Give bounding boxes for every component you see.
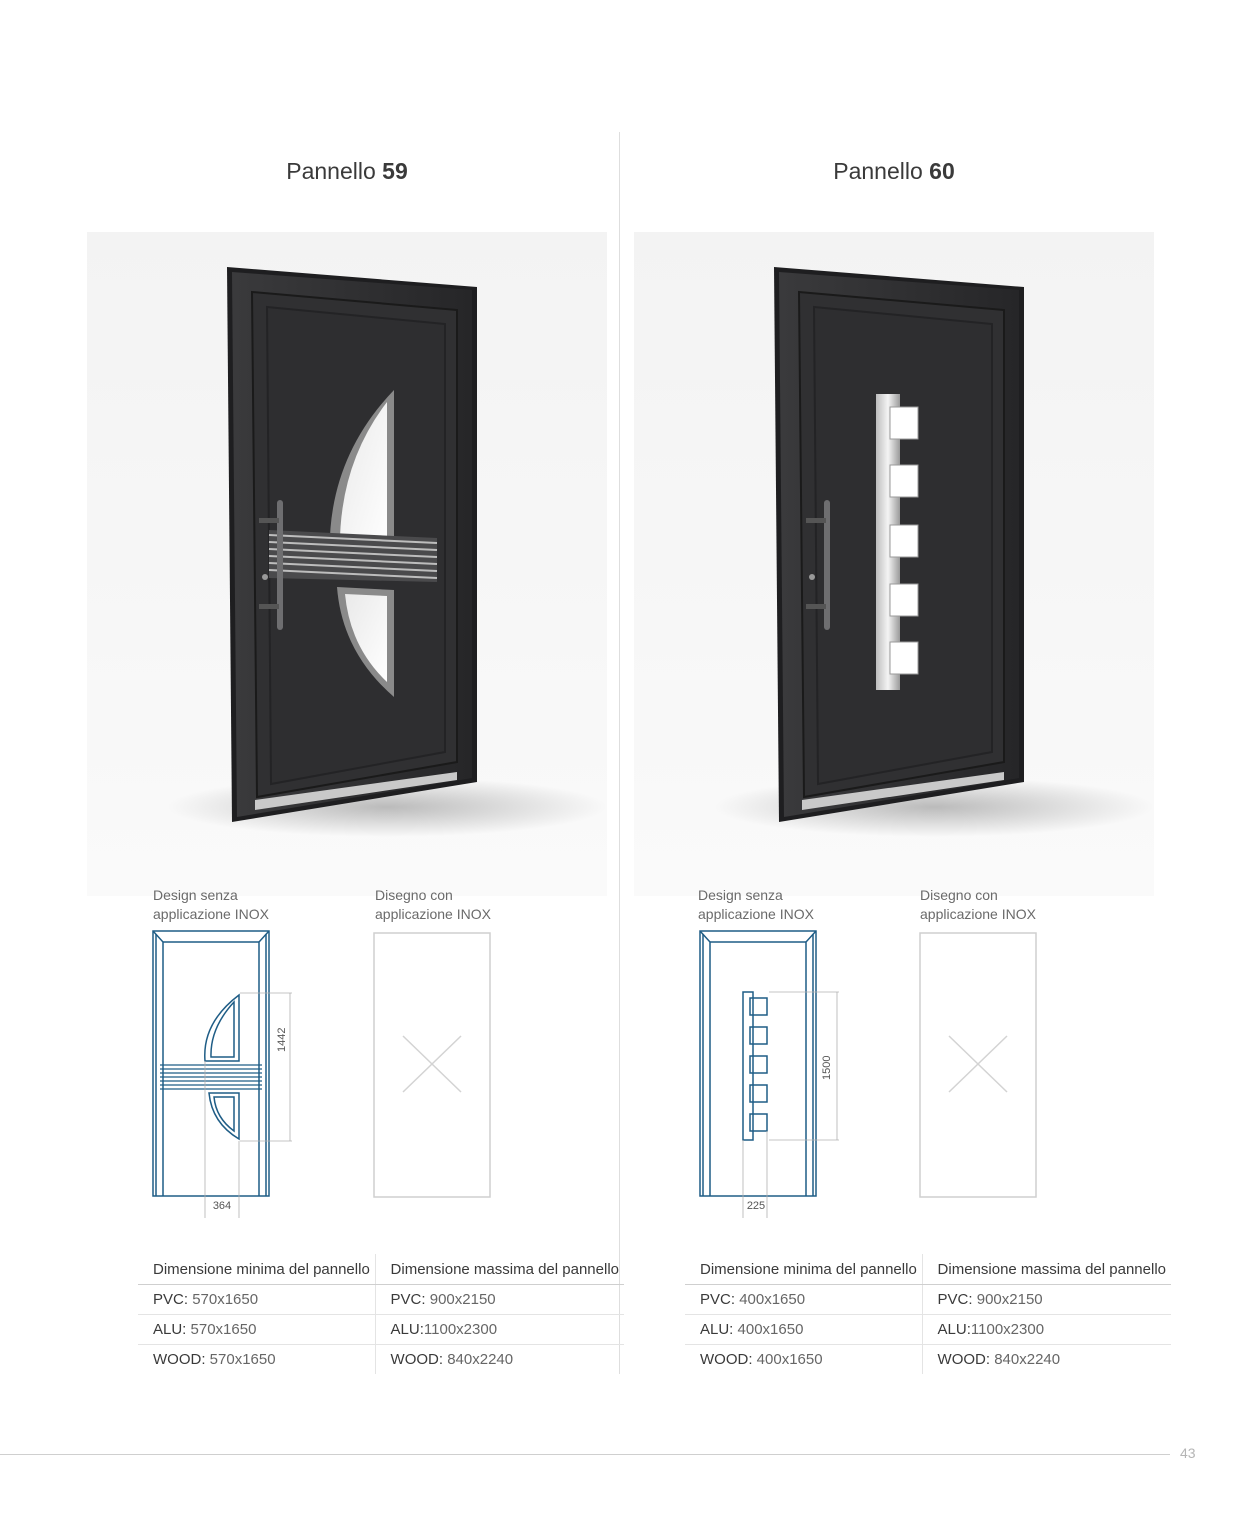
dimensions-table-60	[685, 1254, 1171, 1374]
table-row: PVC: 570x1650 PVC: 900x2150	[138, 1285, 624, 1315]
dimension-height-60: 1500	[821, 1055, 833, 1080]
table-row: PVC: 400x1650 PVC: 900x2150	[685, 1285, 1171, 1315]
technical-drawing-59	[150, 928, 310, 1223]
technical-drawing-60	[697, 928, 857, 1223]
page-number: 43	[1180, 1445, 1196, 1461]
footer-rule	[0, 1454, 1170, 1455]
panel-title-59: Pannello 59	[286, 158, 408, 184]
caption-without-inox-60: Design senza applicazione INOX	[698, 887, 814, 922]
dimension-height-59: 1442	[276, 1027, 288, 1052]
door-photo-60	[634, 232, 1154, 896]
header-min-size: Dimensione minima del pannello	[138, 1254, 375, 1285]
panel-title-60: Pannello 60	[833, 158, 955, 184]
table-row: WOOD: 400x1650 WOOD: 840x2240	[685, 1345, 1171, 1375]
dimension-width-60: 225	[746, 1200, 766, 1212]
caption-with-inox-59: Disegno con applicazione INOX	[375, 887, 491, 922]
inox-placeholder-59	[373, 932, 493, 1205]
door-photo-59	[87, 232, 607, 896]
header-max-size: Dimensione massima del pannello	[922, 1254, 1171, 1285]
table-row: ALU: 570x1650 ALU:1100x2300	[138, 1315, 624, 1345]
dimension-width-59: 364	[212, 1200, 232, 1212]
header-max-size: Dimensione massima del pannello	[375, 1254, 624, 1285]
table-row: WOOD: 570x1650 WOOD: 840x2240	[138, 1345, 624, 1375]
header-min-size: Dimensione minima del pannello	[685, 1254, 922, 1285]
dimensions-table-59	[138, 1254, 624, 1374]
caption-with-inox-60: Disegno con applicazione INOX	[920, 887, 1036, 922]
caption-without-inox-59: Design senza applicazione INOX	[153, 887, 269, 922]
inox-placeholder-60	[919, 932, 1039, 1205]
column-divider	[619, 132, 620, 1374]
table-row: ALU: 400x1650 ALU:1100x2300	[685, 1315, 1171, 1345]
